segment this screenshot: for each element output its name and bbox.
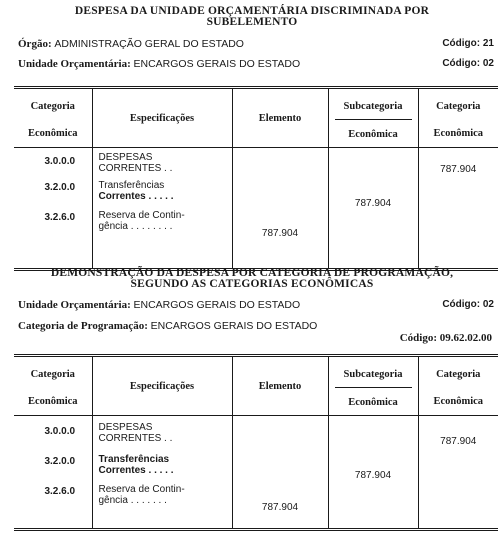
orgao-code: Código: 21 xyxy=(442,38,494,49)
row-spec: DESPESAS CORRENTES . . xyxy=(98,152,173,174)
orgao-label: Órgão: xyxy=(18,38,52,50)
header-categoria-economica-2: Categoria Econômica xyxy=(418,88,498,148)
section2-title-line1: DEMONSTRAÇÃO DA DESPESA POR CATEGORIA DE PROGRAMAÇÃO, xyxy=(50,267,454,279)
header-especificacoes: Especificações xyxy=(92,356,232,416)
elemento-value: 787.904 xyxy=(261,502,299,513)
column-specs xyxy=(92,148,232,270)
column-categoria xyxy=(418,148,498,270)
orgao-value: ADMINISTRAÇÃO GERAL DO ESTADO xyxy=(54,38,244,50)
categoria-value: 787.904 xyxy=(440,164,477,175)
header-categoria-economica: Categoria Econômica xyxy=(14,88,92,148)
header-especificacoes: Especificações xyxy=(92,88,232,148)
table-despesa-subelemento xyxy=(14,86,498,271)
unidade-label-2: Unidade Orçamentária: xyxy=(18,299,131,311)
section1-title-line1: DESPESA DA UNIDADE ORÇAMENTÁRIA DISCRIMINADA POR xyxy=(74,5,430,17)
column-elemento xyxy=(232,416,328,530)
row-spec: Reserva de Contin- gência . . . . . . . . xyxy=(98,210,185,232)
row-code: 3.2.0.0 xyxy=(44,456,76,467)
unidade-label-1: Unidade Orçamentária: xyxy=(18,58,131,70)
orgao-line xyxy=(18,38,494,50)
header-categoria-economica-2: Categoria Econômica xyxy=(418,356,498,416)
header-elemento: Elemento xyxy=(232,88,328,148)
header-subcategoria-economica: Subcategoria Econômica xyxy=(328,88,418,148)
row-code: 3.2.6.0 xyxy=(44,486,76,497)
unidade-code-2: Código: 02 xyxy=(442,299,494,310)
unidade-line-1 xyxy=(18,58,494,70)
header-categoria-economica: Categoria Econômica xyxy=(14,356,92,416)
unidade-code-1: Código: 02 xyxy=(442,58,494,69)
column-categoria xyxy=(418,416,498,530)
column-codes xyxy=(14,416,92,530)
section1-title xyxy=(10,6,494,28)
section1-title-line2: SUBELEMENTO xyxy=(206,16,298,28)
row-spec: DESPESAS CORRENTES . . xyxy=(98,422,173,444)
unidade-value-2: ENCARGOS GERAIS DO ESTADO xyxy=(133,299,301,311)
row-code: 3.2.6.0 xyxy=(44,212,76,223)
subcategoria-value: 787.904 xyxy=(354,198,392,209)
header-elemento: Elemento xyxy=(232,356,328,416)
row-spec: Transferências Correntes . . . . . xyxy=(98,180,174,202)
header-subcategoria-economica: Subcategoria Econômica xyxy=(328,356,418,416)
row-spec: Reserva de Contin- gência . . . . . . . xyxy=(98,484,185,506)
column-elemento xyxy=(232,148,328,270)
subcategoria-value: 787.904 xyxy=(354,470,392,481)
row-code: 3.0.0.0 xyxy=(44,156,76,167)
categoria-programacao-value: ENCARGOS GERAIS DO ESTADO xyxy=(150,320,318,332)
table-despesa-programacao xyxy=(14,354,498,531)
categoria-programacao-code: Código: 09.62.02.00 xyxy=(399,332,492,344)
categoria-programacao-line xyxy=(18,320,494,344)
categoria-value: 787.904 xyxy=(440,436,477,447)
section2-title-line2: SEGUNDO AS CATEGORIAS ECONÔMICAS xyxy=(130,278,374,290)
column-codes xyxy=(14,148,92,270)
table-body-row xyxy=(14,416,498,530)
column-subcategoria xyxy=(328,416,418,530)
row-code: 3.0.0.0 xyxy=(44,426,76,437)
unidade-line-2 xyxy=(18,299,494,311)
column-specs xyxy=(92,416,232,530)
table-body-row xyxy=(14,148,498,270)
unidade-value-1: ENCARGOS GERAIS DO ESTADO xyxy=(133,58,301,70)
column-subcategoria xyxy=(328,148,418,270)
section2-title xyxy=(10,268,494,290)
row-spec: Transferências Correntes . . . . . xyxy=(98,454,174,476)
elemento-value: 787.904 xyxy=(261,228,299,239)
row-code: 3.2.0.0 xyxy=(44,182,76,193)
categoria-programacao-label: Categoria de Programação: xyxy=(18,320,148,332)
